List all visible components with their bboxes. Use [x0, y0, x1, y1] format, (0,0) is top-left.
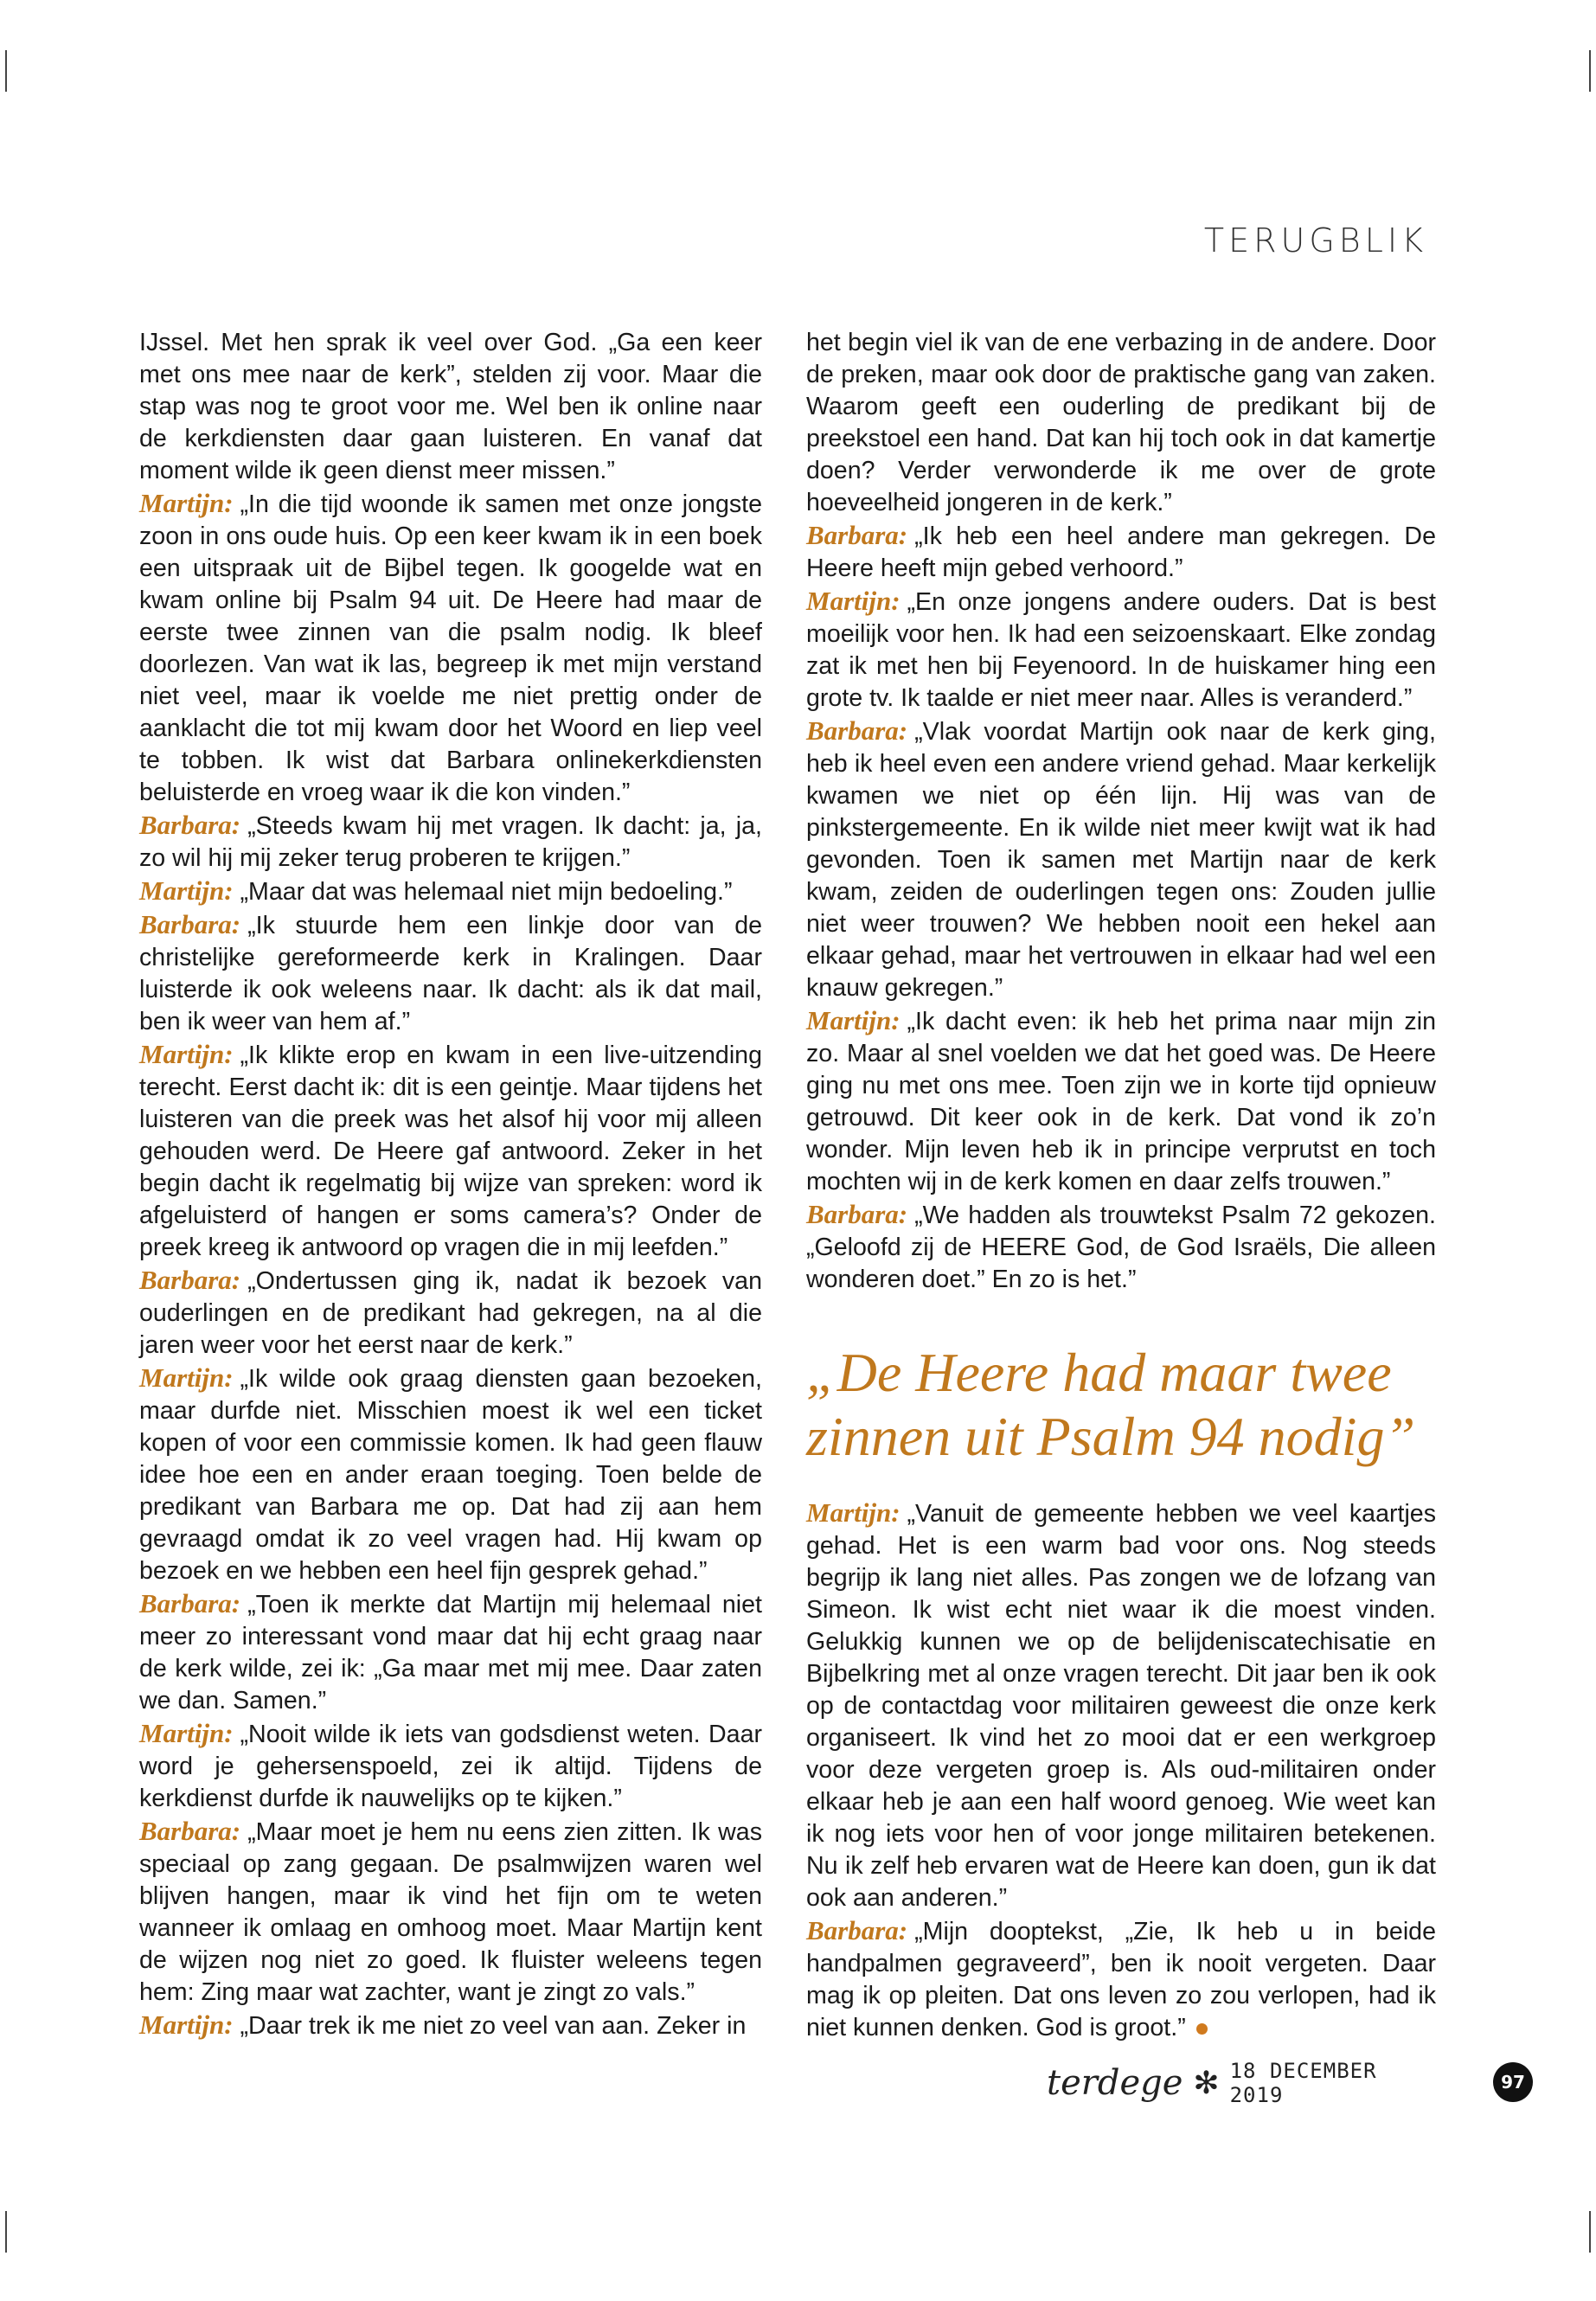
separator-star-icon: ✻	[1193, 2065, 1220, 2100]
speaker-label: Martijn:	[139, 1362, 234, 1393]
crop-mark-bottom-right	[1589, 2211, 1591, 2253]
paragraph-text: het begin viel ik van de ene verbazing in de andere. Door de preken, maar ook door de praktische gang van zaken. Waarom geeft een ouderling de predikant bij de preekstoel een hand. Dat kan hij toch ook in dat kamertje doen? Verder verwonderde ik me over de grote hoeveelheid jongeren in de kerk.”	[806, 329, 1436, 516]
speaker-label: Barbara:	[139, 1816, 241, 1846]
speaker-label: Martijn:	[806, 586, 901, 616]
publication-date: 18 DECEMBER 2019	[1229, 2059, 1377, 2107]
paragraph-text: „Maar dat was helemaal niet mijn bedoeling.”	[240, 878, 733, 906]
interview-paragraph	[139, 908, 762, 1038]
interview-paragraph	[806, 1497, 1436, 1914]
speaker-label: Martijn:	[139, 488, 234, 518]
page-number: 97	[1493, 2062, 1533, 2102]
right-column-bottom	[806, 1497, 1436, 2044]
crop-mark-top-right	[1589, 50, 1591, 92]
speaker-label: Martijn:	[139, 1039, 234, 1069]
interview-paragraph	[139, 327, 762, 487]
paragraph-text: „Toen ik merkte dat Martijn mij helemaal niet meer zo interessant vond maar dat hij echt graag naar de kerk wilde, zei ik: „Ga maar met mij mee. Daar zaten we dan. Samen.”	[139, 1591, 762, 1715]
speaker-label: Martijn:	[139, 1718, 234, 1748]
interview-paragraph	[139, 1717, 762, 1815]
right-column-top	[806, 327, 1436, 1296]
interview-paragraph	[139, 809, 762, 875]
crop-mark-bottom-left	[5, 2211, 7, 2253]
paragraph-text: IJssel. Met hen sprak ik veel over God. „Ga een keer met ons mee naar de kerk”, stelden zij voor. Maar die stap was nog te groot voor me. Wel ben ik online naar de kerkdiensten daar gaan luisteren. En vanaf dat moment wilde ik geen dienst meer missen.”	[139, 329, 762, 484]
speaker-label: Martijn:	[806, 1497, 901, 1528]
paragraph-text: „Ik dacht even: ik heb het prima naar mijn zin zo. Maar al snel voelden we dat het goed was. De Heere ging nu met ons mee. Toen zijn we in korte tijd opnieuw getrouwd. Dit keer ook in de kerk. Dat vond ik zo’n wonder. Mijn leven heb ik in principe verprutst en toch mochten wij in de kerk komen en daar zelfs trouwen.”	[806, 1008, 1436, 1195]
crop-mark-top-left	[5, 50, 7, 92]
paragraph-text: „Steeds kwam hij met vragen. Ik dacht: ja, ja, zo wil hij mij zeker terug proberen te krijgen.”	[139, 812, 762, 872]
paragraph-text: „Ik stuurde hem een linkje door van de christelijke gereformeerde kerk in Kralingen. Daar luisterde ik ook weleens naar. Ik dacht: als ik dat mail, ben ik weer van hem af.”	[139, 912, 762, 1035]
paragraph-text: „Nooit wilde ik iets van godsdienst weten. Daar word je gehersenspoeld, zei ik altijd. Tijdens de kerkdienst durfde ik nauwelijks op te kijken.”	[139, 1721, 762, 1812]
interview-paragraph	[806, 1198, 1436, 1296]
pull-quote: „De Heere had maar twee zinnen uit Psalm 94 nodig”	[806, 1342, 1416, 1467]
speaker-label: Martijn:	[139, 2009, 234, 2040]
interview-paragraph	[139, 875, 762, 908]
interview-paragraph	[139, 487, 762, 809]
speaker-label: Barbara:	[139, 1265, 241, 1295]
interview-paragraph	[139, 2009, 762, 2042]
interview-paragraph	[139, 1815, 762, 2009]
speaker-label: Barbara:	[139, 1588, 241, 1618]
interview-paragraph	[139, 1038, 762, 1264]
interview-paragraph	[806, 1914, 1436, 2044]
interview-paragraph	[806, 1004, 1436, 1198]
paragraph-text: „Mijn dooptekst, „Zie, Ik heb u in beide handpalmen gegraveerd”, ben ik nooit vergeten. Daar mag ik op pleiten. Dat ons leven zo zou verlopen, had ik niet kunnen denken. God is groot.”	[806, 1918, 1436, 2041]
paragraph-text: „Ik klikte erop en kwam in een live-uitzending terecht. Eerst dacht ik: dit is een geintje. Maar tijdens het luisteren van die preek was het alsof hij voor mij alleen gehouden werd. De Heere gaf antwoord. Zeker in het begin dacht ik regelmatig bij wijze van spreken: word ik afgeluisterd of hangen er soms camera’s? Onder de preek kreeg ik antwoord op vragen die in mij leefden.”	[139, 1042, 762, 1261]
paragraph-text: „Vlak voordat Martijn ook naar de kerk ging, heb ik heel even een andere vriend gehad. Maar kerkelijk kwamen we niet op één lijn. Hij was van de pinkstergemeente. En ik wilde niet meer kwijt wat ik had gevonden. Toen ik samen met Martijn naar de kerk kwam, zeiden de ouderlingen tegen ons: Zouden jullie niet weer trouwen? We hebben nooit een hekel aan elkaar gehad, maar het vertrouwen in elkaar had wel een knauw gekregen.”	[806, 718, 1436, 1002]
paragraph-text: „En onze jongens andere ouders. Dat is best moeilijk voor hen. Ik had een seizoenskaart. Elke zondag zat ik met hen bij Feyenoord. In de huiskamer hing een grote tv. Ik taalde er niet meer naar. Alles is veranderd.”	[806, 588, 1436, 712]
paragraph-text: „Ik wilde ook graag diensten gaan bezoeken, maar durfde niet. Misschien moest ik wel een ticket kopen of voor een commissie komen. Ik had geen flauw idee hoe een en ander eraan toeging. Toen belde de predikant van Barbara me op. Dat had zij aan hem gevraagd omdat ik zo veel vragen had. Hij kwam op bezoek en we hebben een heel fijn gesprek gehad.”	[139, 1365, 762, 1585]
paragraph-text: „Daar trek ik me niet zo veel van aan. Zeker in	[240, 2012, 747, 2040]
paragraph-text: „Ondertussen ging ik, nadat ik bezoek van ouderlingen en de predikant had gekregen, na al die jaren weer voor het eerst naar de kerk.”	[139, 1267, 762, 1359]
article-column-left	[139, 327, 762, 2042]
speaker-label: Martijn:	[139, 875, 234, 906]
speaker-label: Barbara:	[806, 1199, 908, 1229]
paragraph-text: „Ik heb een heel andere man gekregen. De Heere heeft mijn gebed verhoord.”	[806, 522, 1436, 582]
page-footer	[1047, 2059, 1432, 2107]
interview-paragraph	[806, 585, 1436, 715]
interview-paragraph	[806, 715, 1436, 1004]
paragraph-text: „We hadden als trouwtekst Psalm 72 gekozen. „Geloofd zij de HEERE God, de God Israëls, Die alleen wonderen doet.” En zo is het.”	[806, 1202, 1436, 1293]
interview-paragraph	[806, 327, 1436, 519]
paragraph-text: „Vanuit de gemeente hebben we veel kaartjes gehad. Het is een warm bad voor ons. Nog steeds begrijp ik lang niet alles. Pas zongen we de lofzang van Simeon. Ik wist echt niet waar ik die moest vinden. Gelukkig kunnen we op de belijdeniscatechisatie en Bijbelkring met al onze vragen terecht. Dit jaar ben ik ook op de contactdag voor militairen geweest die onze kerk organiseert. Ik vind het zo mooi dat er een werkgroep voor deze vergeten groep is. Als oud-militairen onder elkaar heb je aan een half woord genoeg. Wie weet kan ik nog iets voor hen of voor jonge militairen betekenen. Nu ik zelf heb ervaren wat de Heere kan doen, gun ik dat ook aan anderen.”	[806, 1500, 1436, 1912]
paragraph-text: „In die tijd woonde ik samen met onze jongste zoon in ons oude huis. Op een keer kwam ik in een boek een uitspraak uit de Bijbel tegen. Ik googelde wat en kwam online bij Psalm 94 uit. De Heere had maar de eerste twee zinnen van die psalm nodig. Ik bleef doorlezen. Van wat ik las, begreep ik met mijn verstand niet veel, maar ik voelde me niet prettig onder de aanklacht die tot mij kwam door het Woord en liep veel te tobben. Ik wist dat Barbara onlinekerkdiensten beluisterde en vroeg waar ik die kon vinden.”	[139, 490, 762, 806]
speaker-label: Martijn:	[806, 1005, 901, 1035]
interview-paragraph	[139, 1362, 762, 1587]
interview-paragraph	[139, 1264, 762, 1362]
article-column-right	[806, 327, 1436, 2044]
speaker-label: Barbara:	[139, 909, 241, 939]
paragraph-text: „Maar moet je hem nu eens zien zitten. Ik was speciaal op zang gegaan. De psalmwijzen waren wel blijven hangen, maar ik vind het fijn om te weten wanneer ik omlaag en omhoog moet. Maar Martijn kent de wijzen nog niet zo goed. Ik fluister weleens tegen hem: Zing maar wat zachter, want je zingt zo vals.”	[139, 1818, 762, 2006]
section-label: TERUGBLIK	[1203, 221, 1427, 260]
speaker-label: Barbara:	[139, 810, 241, 840]
magazine-brand: terdege	[1047, 2063, 1183, 2103]
speaker-label: Barbara:	[806, 715, 908, 746]
speaker-label: Barbara:	[806, 1915, 908, 1945]
interview-paragraph	[806, 519, 1436, 585]
speaker-label: Barbara:	[806, 520, 908, 550]
interview-paragraph	[139, 1587, 762, 1717]
end-mark-icon	[1196, 2023, 1208, 2035]
